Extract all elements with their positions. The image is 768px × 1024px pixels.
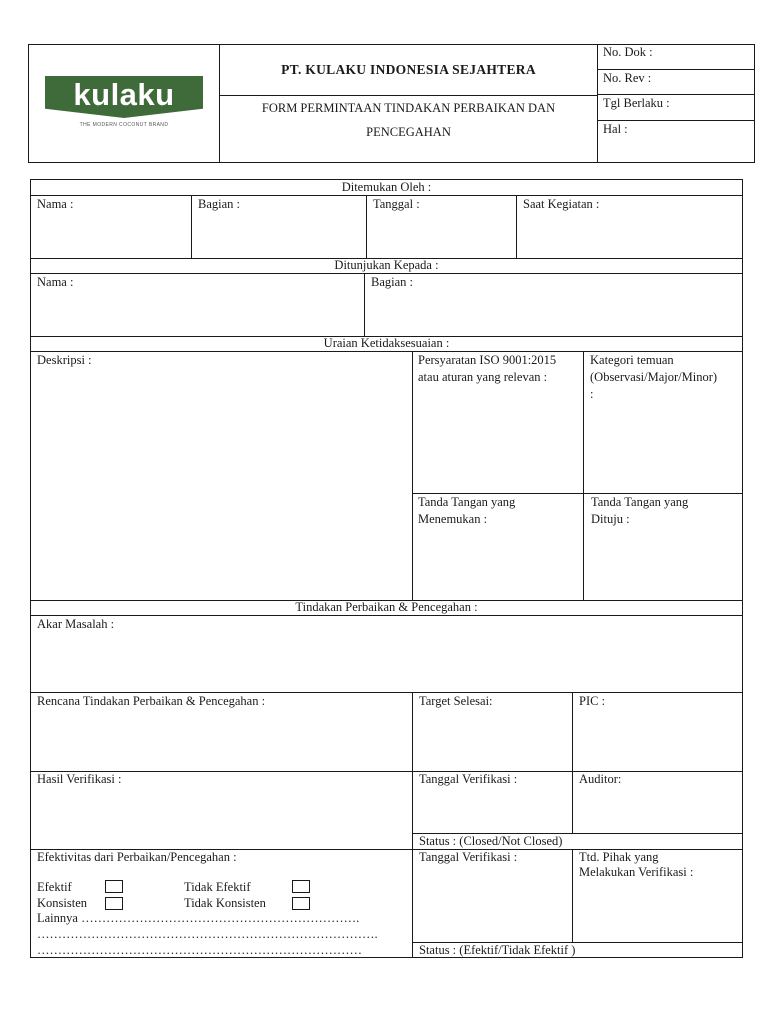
header-border-left: [28, 44, 29, 163]
header-border-right: [754, 44, 755, 163]
revision-number-label: No. Rev :: [603, 71, 652, 85]
description-field[interactable]: Deskripsi :: [37, 353, 92, 367]
grid-line: [412, 692, 413, 957]
auditor-field[interactable]: Auditor:: [579, 772, 622, 786]
other-dots-line1[interactable]: ……………………………………………………………………….: [37, 927, 378, 941]
category-label-line1: Kategori temuan: [590, 353, 674, 367]
header-border-bottom: [28, 162, 755, 163]
grid-line: [572, 692, 573, 833]
found-by-date-field[interactable]: Tanggal :: [373, 197, 420, 211]
target-signature-line2[interactable]: Dituju :: [591, 512, 630, 526]
grid-line: [366, 195, 367, 258]
page-number-label: Hal :: [603, 122, 628, 136]
grid-line: [412, 351, 413, 600]
grid-line: [516, 195, 517, 258]
nonconformity-heading: Uraian Ketidaksesuaian :: [323, 336, 450, 350]
doc-number-label: No. Dok :: [603, 45, 653, 59]
form-border-right: [742, 179, 743, 958]
category-label-line3: :: [590, 387, 594, 401]
logo-wordmark: kulaku: [73, 77, 175, 112]
header-divider-title: [219, 95, 597, 96]
addressed-to-heading: Ditunjukan Kepada :: [334, 258, 439, 272]
effectiveness-verification-date-field[interactable]: Tanggal Verifikasi :: [419, 850, 518, 864]
found-by-name-field[interactable]: Nama :: [37, 197, 74, 211]
verification-result-field[interactable]: Hasil Verifikasi :: [37, 772, 122, 786]
requirement-label-line2: atau aturan yang relevan :: [418, 370, 548, 384]
not-consistent-checkbox[interactable]: [292, 897, 310, 910]
addressed-to-name-field[interactable]: Nama :: [37, 275, 74, 289]
not-effective-label: Tidak Efektif: [184, 880, 251, 894]
not-consistent-label: Tidak Konsisten: [184, 896, 266, 910]
target-signature-line1: Tanda Tangan yang: [591, 495, 689, 509]
consistent-checkbox[interactable]: [105, 897, 123, 910]
other-field[interactable]: Lainnya ………………………………………………………….: [37, 911, 360, 925]
grid-line: [364, 273, 365, 336]
consistent-label: Konsisten: [37, 896, 87, 910]
header-divider-meta: [597, 44, 598, 163]
verifier-signature-line1: Ttd. Pihak yang: [579, 850, 659, 864]
not-effective-checkbox[interactable]: [292, 880, 310, 893]
verifier-signature-line2[interactable]: Melakukan Verifikasi :: [579, 865, 694, 879]
verification-date-field[interactable]: Tanggal Verifikasi :: [419, 772, 518, 786]
grid-line: [30, 771, 743, 772]
found-by-activity-field[interactable]: Saat Kegiatan :: [523, 197, 600, 211]
grid-line: [572, 849, 573, 942]
pic-field[interactable]: PIC :: [579, 694, 606, 708]
effective-checkbox[interactable]: [105, 880, 123, 893]
action-plan-field[interactable]: Rencana Tindakan Perbaikan & Pencegahan :: [37, 694, 266, 708]
addressed-to-department-field[interactable]: Bagian :: [371, 275, 414, 289]
company-name: PT. KULAKU INDONESIA SEJAHTERA: [281, 62, 536, 77]
form-border-left: [30, 179, 31, 958]
finder-signature-line2[interactable]: Menemukan :: [418, 512, 488, 526]
finder-signature-line1: Tanda Tangan yang: [418, 495, 516, 509]
effective-date-label: Tgl Berlaku :: [603, 96, 670, 110]
found-by-heading: Ditemukan Oleh :: [341, 180, 432, 194]
root-cause-field[interactable]: Akar Masalah :: [37, 617, 115, 631]
target-completion-field[interactable]: Target Selesai:: [419, 694, 493, 708]
category-label-line2: (Observasi/Major/Minor): [590, 370, 718, 384]
effective-label: Efektif: [37, 880, 72, 894]
other-dots-line2[interactable]: ……………………………………………………………………: [37, 943, 362, 957]
corrective-heading: Tindakan Perbaikan & Pencegahan :: [295, 600, 478, 614]
effectiveness-heading: Efektivitas dari Perbaikan/Pencegahan :: [37, 850, 237, 864]
grid-line: [583, 351, 584, 600]
logo-tagline: THE MODERN COCONUT BRAND: [79, 122, 169, 128]
grid-line: [191, 195, 192, 258]
form-title-line2: PENCEGAHAN: [366, 125, 451, 139]
closure-status-label: Status : (Closed/Not Closed): [419, 834, 563, 848]
found-by-department-field[interactable]: Bagian :: [198, 197, 241, 211]
requirement-label-line1: Persyaratan ISO 9001:2015: [418, 353, 557, 367]
effectiveness-status-label: Status : (Efektif/Tidak Efektif ): [419, 943, 576, 957]
form-title-line1: FORM PERMINTAAN TINDAKAN PERBAIKAN DAN: [261, 101, 556, 115]
